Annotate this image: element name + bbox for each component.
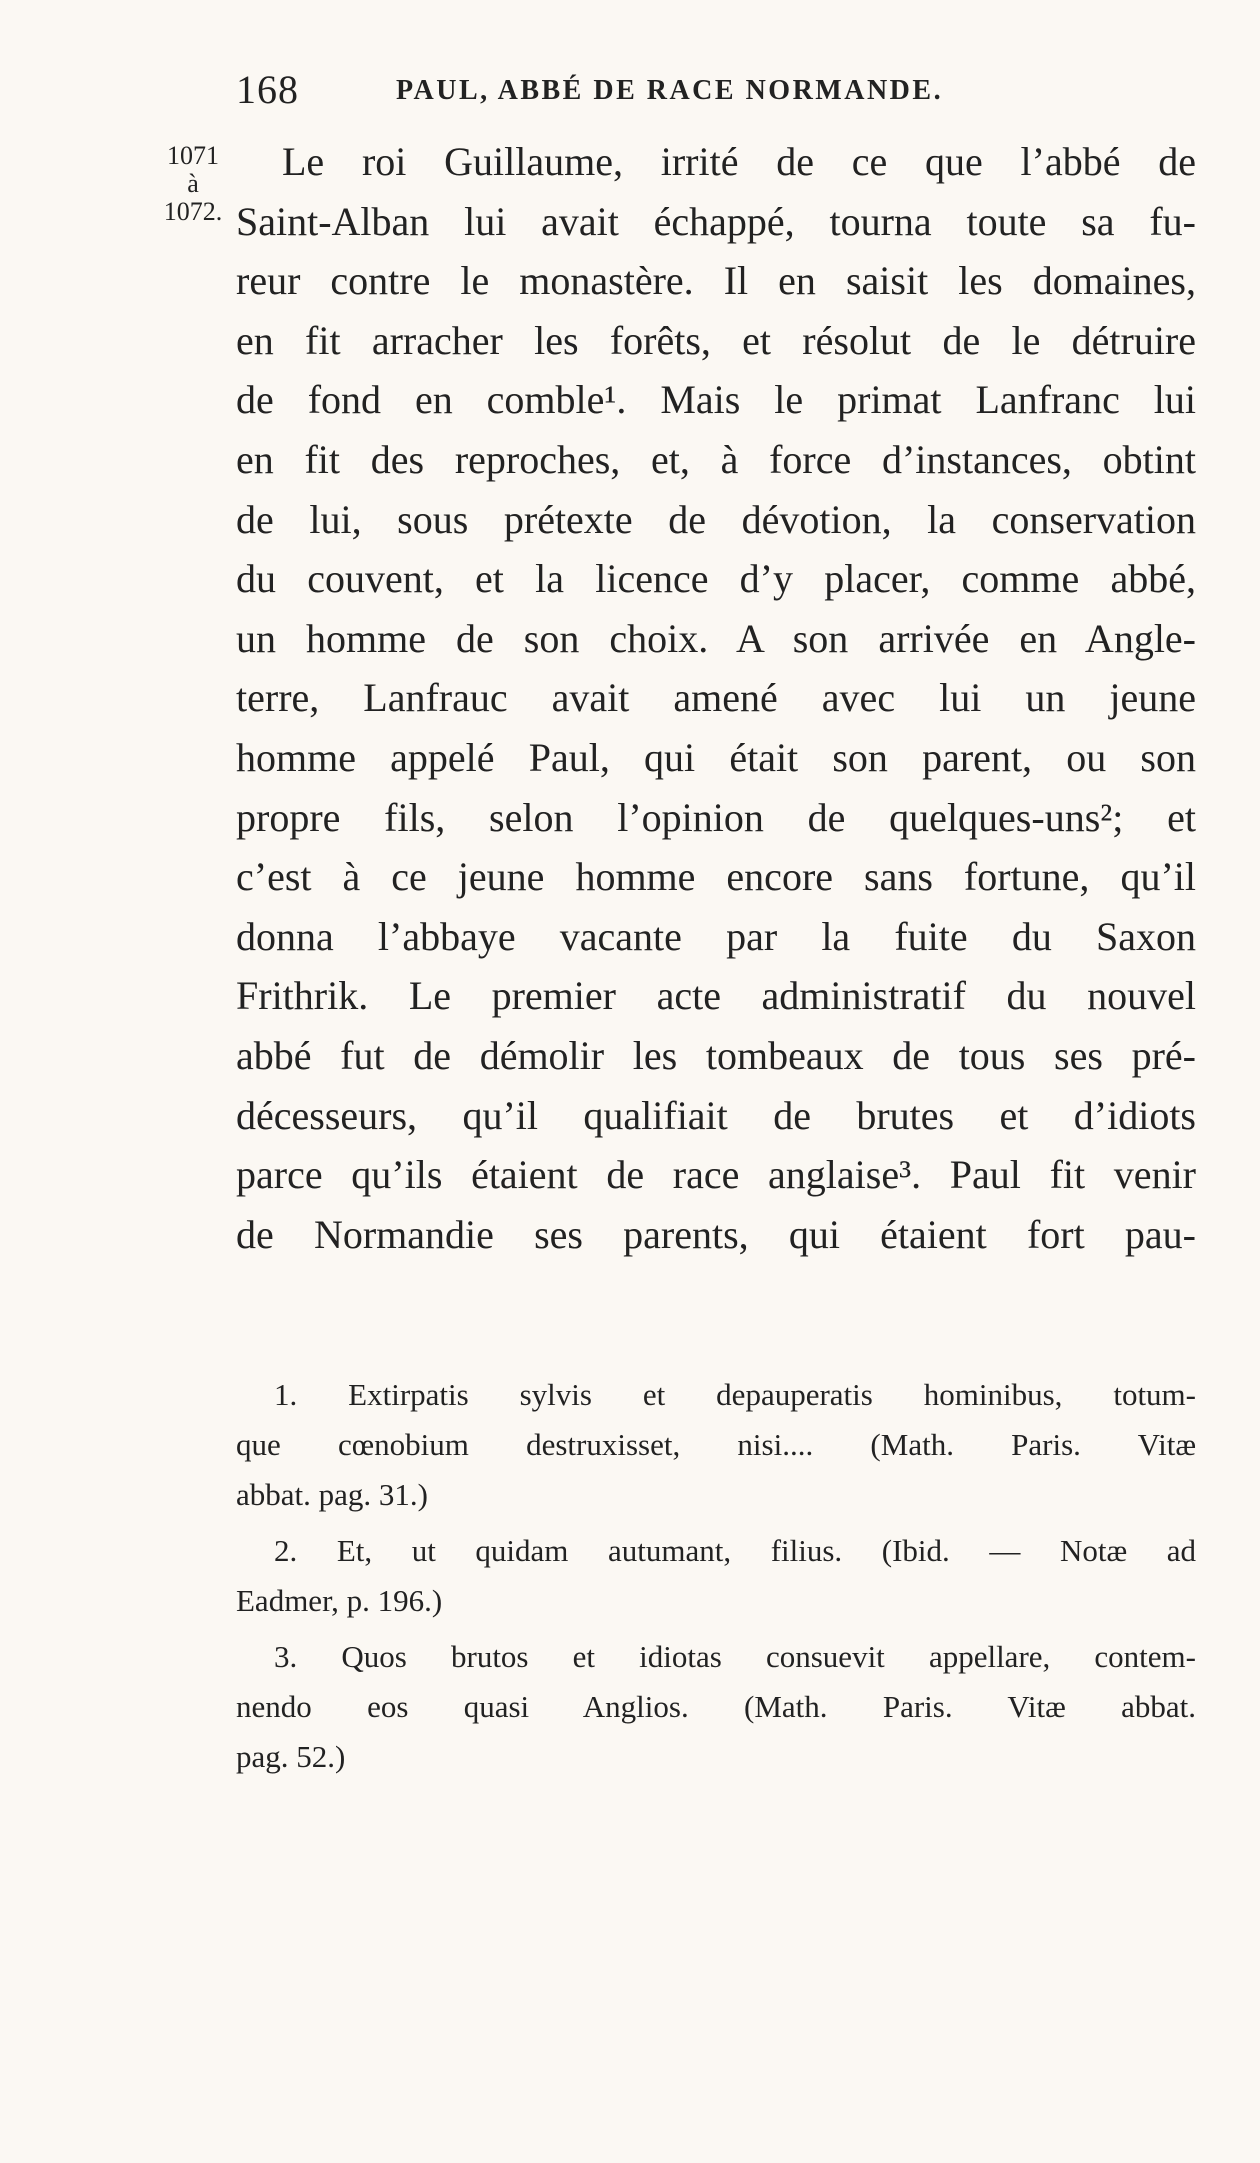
body-line: reur contre le monastère. Il en saisit les domaines, xyxy=(236,258,1196,304)
footnote-line: Eadmer, p. 196.) xyxy=(236,1583,443,1618)
footnote-line: 2. Et, ut quidam autumant, filius. (Ibid. — Notæ ad xyxy=(274,1533,1196,1568)
footnote-2 xyxy=(236,1526,1196,1626)
body-line: de fond en comble¹. Mais le primat Lanfranc lui xyxy=(236,377,1196,423)
margin-connector: à xyxy=(187,169,199,198)
footnote-line: 3. Quos brutos et idiotas consuevit appellare, contem- xyxy=(274,1639,1196,1674)
running-title: PAUL, ABBÉ DE RACE NORMANDE. xyxy=(396,75,944,106)
margin-year-start: 1071 xyxy=(167,141,219,170)
footnote-line: pag. 52.) xyxy=(236,1739,346,1774)
body-line: homme appelé Paul, qui était son parent, ou son xyxy=(236,734,1196,780)
footnote-line: que cœnobium destruxisset, nisi.... (Math. Paris. Vitæ xyxy=(236,1427,1196,1462)
body-line: Le roi Guillaume, irrité de ce que l’abbé de xyxy=(282,139,1196,184)
footnote-3 xyxy=(236,1632,1196,1782)
page-number: 168 xyxy=(236,67,299,112)
body-line: de lui, sous prétexte de dévotion, la conservation xyxy=(236,496,1196,542)
body-line: abbé fut de démolir les tombeaux de tous ses pré- xyxy=(236,1032,1196,1078)
body-line: Saint-Alban lui avait échappé, tourna toute sa fu- xyxy=(236,198,1196,244)
body-line: parce qu’ils étaient de race anglaise³. Paul fit venir xyxy=(236,1152,1196,1198)
body-line: en fit arracher les forêts, et résolut de le détruire xyxy=(236,317,1196,363)
body-line: terre, Lanfrauc avait amené avec lui un jeune xyxy=(236,675,1196,721)
footnotes xyxy=(236,1370,1196,1782)
body-line: de Normandie ses parents, qui étaient fort pau- xyxy=(236,1211,1196,1257)
body-line: donna l’abbaye vacante par la fuite du Saxon xyxy=(236,913,1196,959)
body-line: c’est à ce jeune homme encore sans fortune, qu’il xyxy=(236,854,1196,900)
body-line: propre fils, selon l’opinion de quelques-uns²; et xyxy=(236,794,1196,840)
body-text xyxy=(236,132,1196,1324)
page-header xyxy=(236,62,1056,118)
body-line: Frithrik. Le premier acte administratif du nouvel xyxy=(236,973,1196,1019)
footnote-line: nendo eos quasi Anglios. (Math. Paris. Vitæ abbat. xyxy=(236,1689,1196,1724)
footnote-1 xyxy=(236,1370,1196,1520)
body-line: en fit des reproches, et, à force d’instances, obtint xyxy=(236,436,1196,482)
body-line: du couvent, et la licence d’y placer, comme abbé, xyxy=(236,556,1196,602)
body-line: décesseurs, qu’il qualifiait de brutes et d’idiots xyxy=(236,1092,1196,1138)
body-line: un homme de son choix. A son arrivée en Angle- xyxy=(236,615,1196,661)
margin-year-end: 1072. xyxy=(163,197,223,226)
margin-date-note xyxy=(148,142,238,226)
footnote-line: abbat. pag. 31.) xyxy=(236,1477,428,1512)
footnote-line: 1. Extirpatis sylvis et depauperatis hominibus, totum- xyxy=(274,1377,1196,1412)
